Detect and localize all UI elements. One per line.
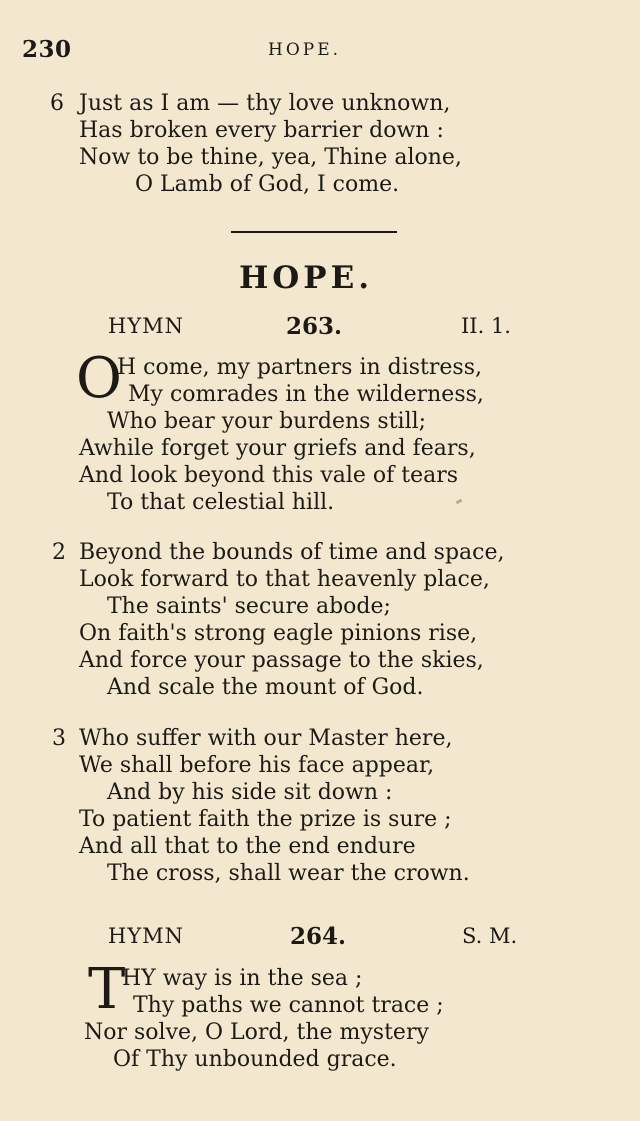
hymn-meter: II. 1. xyxy=(461,314,511,338)
verse-line: To that celestial hill. xyxy=(107,490,335,515)
verse-line: Nor solve, O Lord, the mystery xyxy=(84,1020,429,1045)
verse-line: And force your passage to the skies, xyxy=(79,648,484,673)
hymn-number: 263. xyxy=(286,313,343,340)
ink-mark xyxy=(456,499,463,505)
verse-number: 2 xyxy=(52,540,66,565)
verse-line: Just as I am — thy love unknown, xyxy=(79,91,451,116)
verse-line: Has broken every barrier down : xyxy=(79,118,444,143)
hymn-label: HYMN xyxy=(108,924,185,948)
verse-line: H come, my partners in distress, xyxy=(117,355,482,380)
page-number: 230 xyxy=(22,36,72,63)
hymn-meter: S. M. xyxy=(462,924,518,948)
verse-line: My comrades in the wilderness, xyxy=(128,382,484,407)
verse-line: HY way is in the sea ; xyxy=(122,966,363,991)
verse-line: Of Thy unbounded grace. xyxy=(113,1047,397,1072)
verse-line: We shall before his face appear, xyxy=(79,753,435,778)
hymn-number: 264. xyxy=(290,923,347,950)
drop-cap: O xyxy=(76,346,122,411)
running-title: HOPE. xyxy=(268,40,342,60)
verse-number: 3 xyxy=(52,726,66,751)
verse-line: To patient faith the prize is sure ; xyxy=(79,807,452,832)
verse-line: Beyond the bounds of time and space, xyxy=(79,540,505,565)
drop-cap: T xyxy=(88,957,126,1022)
section-divider xyxy=(231,231,397,233)
verse-line: Awhile forget your griefs and fears, xyxy=(79,436,476,461)
verse-line: And by his side sit down : xyxy=(107,780,393,805)
verse-line: O Lamb of God, I come. xyxy=(135,172,400,197)
hymn-label: HYMN xyxy=(108,314,185,338)
verse-line: And look beyond this vale of tears xyxy=(79,463,459,488)
verse-line: And all that to the end endure xyxy=(79,834,416,859)
verse-line: Now to be thine, yea, Thine alone, xyxy=(79,145,462,170)
verse-line: On faith's strong eagle pinions rise, xyxy=(79,621,478,646)
verse-line: Who suffer with our Master here, xyxy=(79,726,453,751)
verse-line: The saints' secure abode; xyxy=(107,594,391,619)
verse-line: And scale the mount of God. xyxy=(107,675,424,700)
verse-number: 6 xyxy=(50,91,64,116)
verse-line: The cross, shall wear the crown. xyxy=(107,861,470,886)
verse-line: Look forward to that heavenly place, xyxy=(79,567,490,592)
verse-line: Who bear your burdens still; xyxy=(107,409,427,434)
section-title: HOPE. xyxy=(239,260,374,296)
verse-line: Thy paths we cannot trace ; xyxy=(133,993,444,1018)
